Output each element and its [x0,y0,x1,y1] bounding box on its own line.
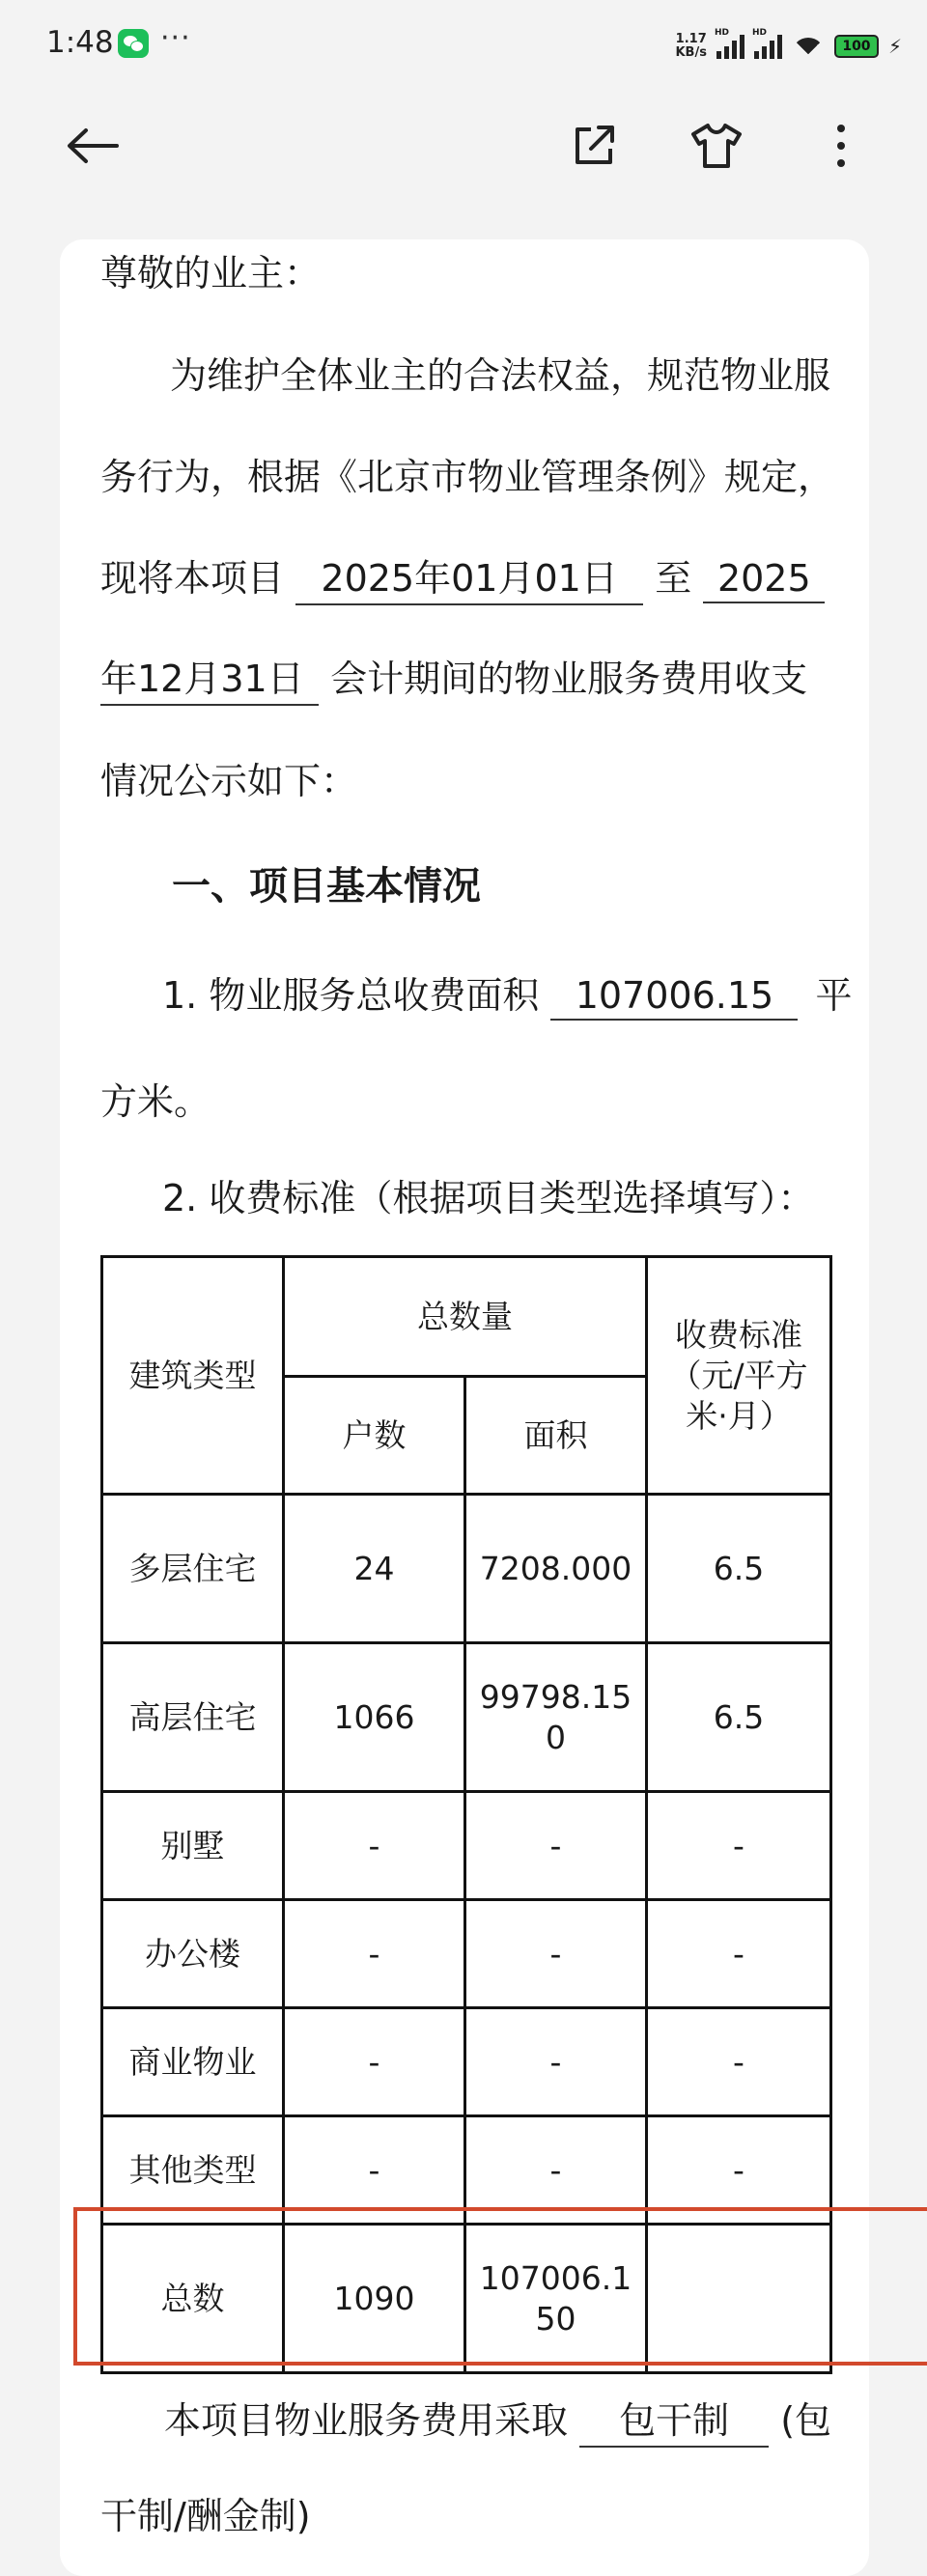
network-speed: 1.17 KB/s [675,32,707,60]
table-row: 高层住宅 1066 99798.150 6.5 [102,1643,831,1792]
highlight-box [73,2207,927,2366]
section-1-title: 一、项目基本情况 [172,864,481,909]
arrow-left-icon[interactable] [58,112,126,180]
table-row: 多层住宅 24 7208.000 6.5 [102,1495,831,1643]
wechat-icon [118,29,149,58]
wifi-icon [792,34,825,59]
table-row: 办公楼 - - - [102,1900,831,2008]
intro-line-4: 年12月31日 会计期间的物业服务费用收支 [100,649,807,706]
header-households: 户数 [284,1377,465,1495]
period-end-field-1: 2025 [703,557,825,603]
status-bar [0,0,927,93]
intro-line-5: 情况公示如下： [100,760,358,802]
item-1-line: 1. 物业服务总收费面积 107006.15 平 [162,966,853,1021]
intro-line-2: 务行为，根据《北京市物业管理条例》规定， [100,456,835,498]
status-time: 1:48 [46,25,114,60]
total-area-field: 107006.15 [550,974,798,1021]
battery-icon: 100 [834,35,879,58]
signal-icon: HD [716,34,744,59]
more-vertical-icon[interactable] [807,112,875,180]
header-fee-standard: 收费标准（元/平方米·月） [647,1257,831,1495]
charging-icon: ⚡ [887,35,902,58]
more-notifications-icon: ··· [160,21,191,55]
greeting: 尊敬的业主： [100,252,322,294]
top-toolbar [0,93,927,201]
fee-mode-line: 本项目物业服务费用采取 包干制 (包 [164,2391,831,2448]
intro-line-1: 为维护全体业主的合法权益，规范物业服 [170,354,831,397]
period-start-field: 2025年01月01日 [295,548,643,605]
header-area: 面积 [465,1377,647,1495]
header-total: 总数量 [284,1257,647,1377]
intro-line-3: 现将本项目 2025年01月01日 至 2025 [100,548,825,605]
table-row: 别墅 - - - [102,1792,831,1900]
signal-2-icon: HD [754,34,782,59]
fee-mode-field: 包干制 [579,2391,769,2448]
header-building-type: 建筑类型 [102,1257,284,1495]
item-2-line: 2. 收费标准（根据项目类型选择填写）： [162,1177,815,1219]
share-external-icon[interactable] [560,112,628,180]
item-1-unit-line: 方米。 [100,1080,211,1123]
table-row: 商业物业 - - - [102,2008,831,2116]
table-total-row: 总数 1090 107006.150 [102,2225,831,2373]
table-row: 其他类型 - - - [102,2116,831,2225]
fee-mode-options-line: 干制/酬金制) [100,2495,311,2537]
period-end-field-2: 年12月31日 [100,649,319,706]
tshirt-icon[interactable] [683,112,750,180]
